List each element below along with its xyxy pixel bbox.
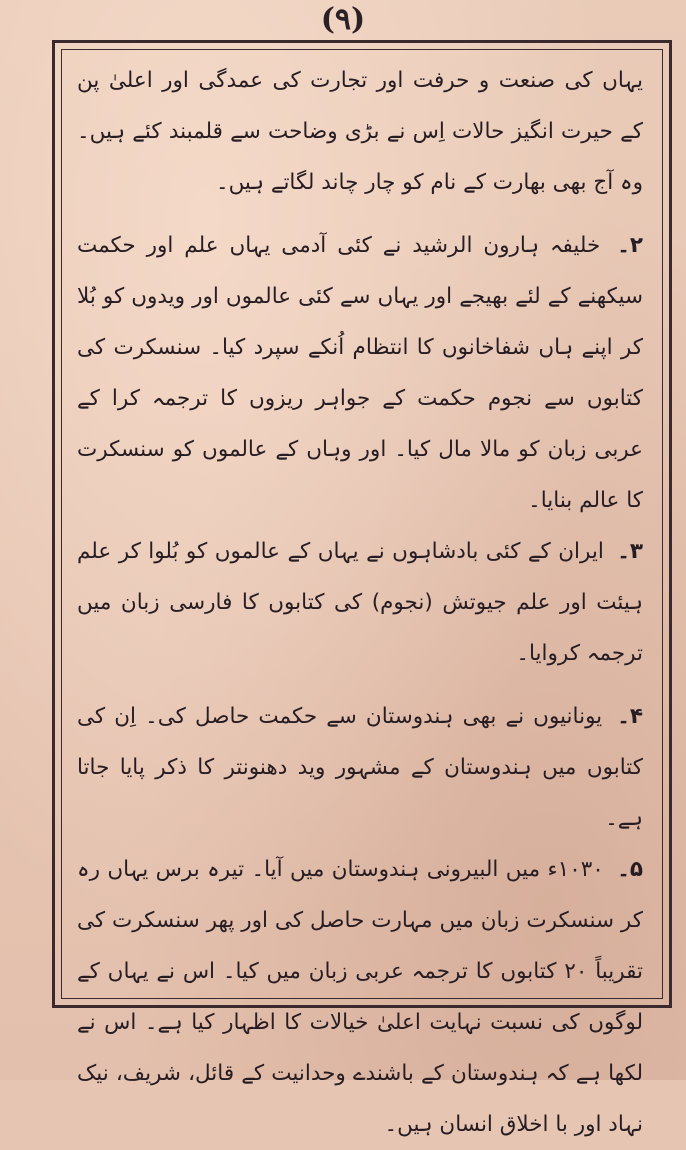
paragraph-text: ایران کے کئی بادشاہوں نے یہاں کے عالموں کو بُلوا کر علم ہیئت اور علم جیوتش (نجوم) کی کتابوں کا فارسی زبان میں ترجمہ کروایا۔ bbox=[77, 539, 643, 666]
paragraph-number: ۴۔ bbox=[617, 704, 643, 729]
paragraph-text: یہاں کی صنعت و حرفت اور تجارت کی عمدگی اور اعلیٰ پن کے حیرت انگیز حالات اِس نے بڑی وضاحت سے قلمبند کئے ہیں۔ وہ آج بھی بھارت کے نام کو چار چاند لگاتے ہیں۔ bbox=[77, 68, 643, 195]
paragraph-4 bbox=[77, 691, 643, 844]
page-number: (۹) bbox=[320, 2, 366, 37]
paragraph-text: یونانیوں نے بھی ہندوستان سے حکمت حاصل کی۔ اِن کی کتابوں میں ہندوستان کے مشہور وید دھنونتر کا ذکر پایا جاتا ہے۔ bbox=[77, 704, 643, 831]
paragraph-text: ۱۰۳۰ء میں البیرونی ہندوستان میں آیا۔ تیرہ برس یہاں رہ کر سنسکرت زبان میں مہارت حاصل کی اور پھر سنسکرت کی تقریباً ۲۰ کتابوں کا ترجمہ عربی زبان میں کیا۔ اس نے یہاں کے لوگوں کی نسبت نہایت اعلیٰ خیالات کا اظہار کیا ہے۔ اس نے لکھا ہے کہ ہندوستان کے باشندے وحدانیت کے قائل، شریف، نیک نہاد اور با اخلاق انسان ہیں۔ bbox=[77, 857, 643, 1137]
paragraph-2 bbox=[77, 220, 643, 526]
paragraph-3 bbox=[77, 526, 643, 679]
paragraph-intro bbox=[77, 55, 643, 208]
paragraph-text: خلیفہ ہارون الرشید نے کئی آدمی یہاں علم اور حکمت سیکھنے کے لئے بھیجے اور یہاں سے کئی عالموں اور ویدوں کو بُلا کر اپنے ہاں شفاخانوں کا انتظام اُنکے سپرد کیا۔ سنسکرت کی کتابوں سے نجوم حکمت کے جواہر ریزوں کا ترجمہ کرا کے عربی زبان کو مالا مال کیا۔ اور وہاں کے عالموں کو سنسکرت کا عالم بنایا۔ bbox=[77, 233, 643, 513]
page-text-body bbox=[77, 55, 643, 1150]
paragraph-5 bbox=[77, 844, 643, 1150]
paragraph-number: ۵۔ bbox=[617, 857, 643, 882]
page-border-outer bbox=[52, 40, 672, 1137]
paragraph-number: ۳۔ bbox=[617, 539, 643, 564]
paragraph-number: ۲۔ bbox=[617, 233, 643, 258]
